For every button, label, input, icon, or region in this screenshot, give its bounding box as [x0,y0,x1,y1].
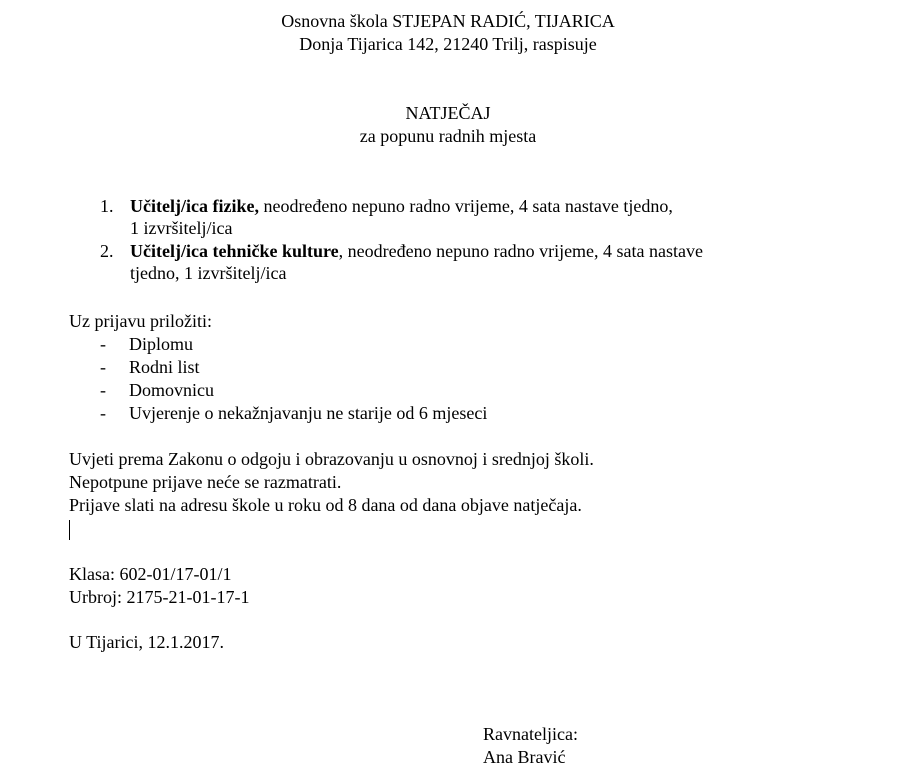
announcement-title [0,102,896,148]
signature-name: Ana Bravić [483,747,566,767]
position-details-continued: 1 izvršitelj/ica [130,218,233,238]
signature-role: Ravnateljica: [483,724,578,744]
list-item [69,379,769,402]
klasa-number: Klasa: 602-01/17-01/1 [69,564,232,584]
conditions-section [69,448,829,540]
list-item-text: Rodni list [129,357,200,377]
list-item [69,402,769,425]
conditions-line: Nepotpune prijave neće se razmatrati. [69,472,342,492]
attachments-list [69,333,769,425]
list-item-text: Domovnicu [129,380,214,400]
dash-bullet: - [100,403,106,423]
position-details-continued: tjedno, 1 izvršitelj/ica [130,263,287,283]
position-details: , neodređeno nepuno radno vrijeme, 4 sata nastave [338,241,704,261]
dash-bullet: - [100,357,106,377]
positions-list [100,195,800,285]
text-cursor[interactable] [69,520,70,540]
school-address-line: Donja Tijarica 142, 21240 Trilj, raspisuje [299,34,597,54]
urbroj-number: Urbroj: 2175-21-01-17-1 [69,587,250,607]
position-details: neodređeno nepuno radno vrijeme, 4 sata nastave tjedno, [258,196,673,216]
list-item-text: Diplomu [129,334,194,354]
position-item [100,195,800,239]
list-item [69,333,769,356]
position-item [100,240,800,284]
dash-bullet: - [100,380,106,400]
school-name-line: Osnovna škola STJEPAN RADIĆ, TIJARICA [281,11,615,31]
attachments-intro: Uz prijavu priložiti: [69,311,212,331]
conditions-line: Uvjeti prema Zakonu o odgoju i obrazovanju u osnovnoj i srednjoj školi. [69,449,594,469]
place-and-date: U Tijarici, 12.1.2017. [69,632,225,652]
list-item [69,356,769,379]
reference-numbers [69,563,469,609]
position-title: Učitelj/ica tehničke kulture [130,241,339,261]
title-subheading: za popunu radnih mjesta [359,126,537,146]
signature-block [483,723,783,769]
title-heading: NATJEČAJ [405,103,491,123]
position-title: Učitelj/ica fizike, [130,196,259,216]
school-header [0,10,896,56]
list-item-text: Uvjerenje o nekažnjavanju ne starije od 6 mjeseci [129,403,488,423]
conditions-line: Prijave slati na adresu škole u roku od 8 dana od dana objave natječaja. [69,495,582,515]
position-number: 2. [100,241,114,261]
attachments-section [69,310,769,425]
position-number: 1. [100,196,114,216]
dash-bullet: - [100,334,106,354]
